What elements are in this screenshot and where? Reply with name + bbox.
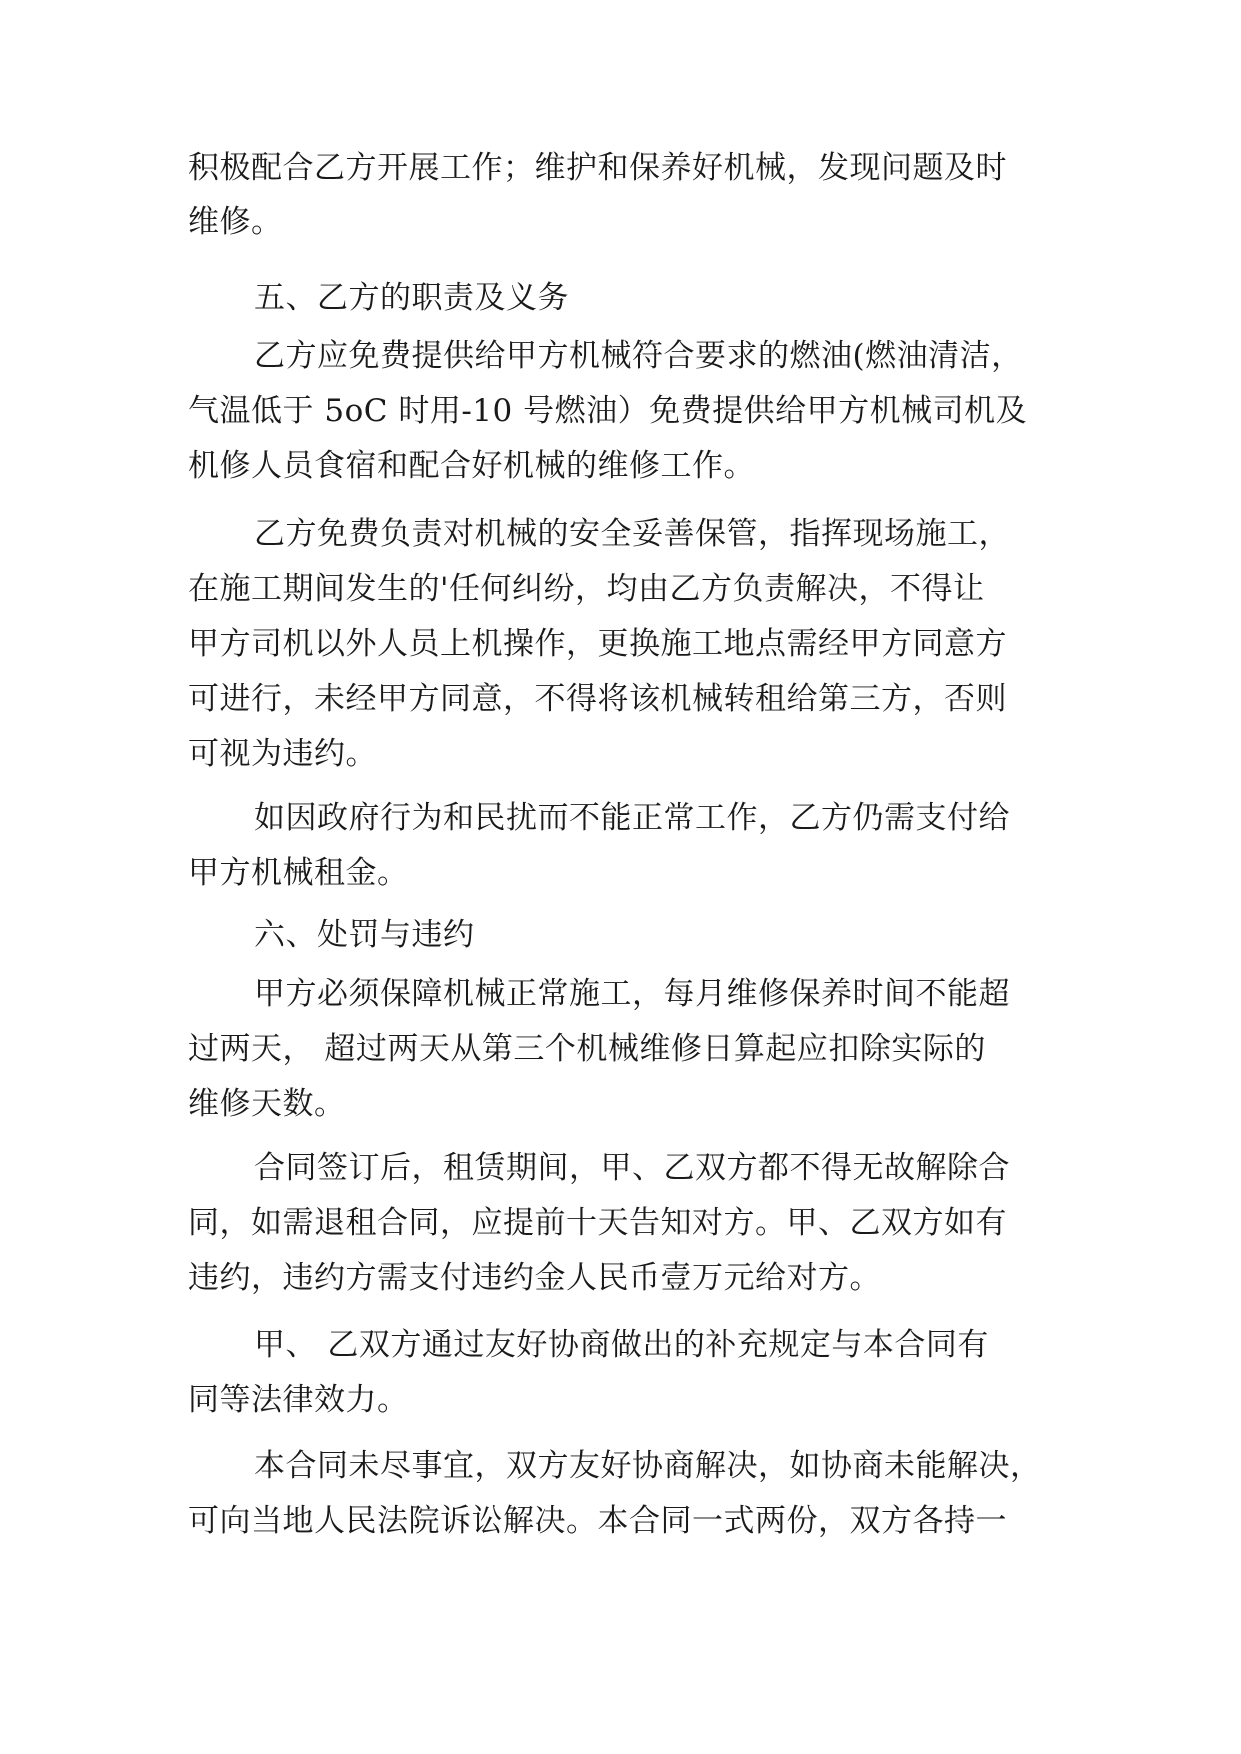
text-line: 在施工期间发生的'任何纠纷，均由乙方负责解决，不得让 bbox=[188, 571, 985, 607]
text-line: 维修。 bbox=[188, 204, 283, 240]
text-line: 本合同未尽事宜，双方友好协商解决，如协商未能解决， bbox=[254, 1448, 1042, 1484]
text-line: 机修人员食宿和配合好机械的维修工作。 bbox=[188, 448, 755, 484]
text-line: 违约，违约方需支付违约金人民币壹万元给对方。 bbox=[188, 1260, 881, 1296]
text-line: 甲方司机以外人员上机操作，更换施工地点需经甲方同意方 bbox=[188, 626, 1007, 662]
text-line: 如因政府行为和民扰而不能正常工作，乙方仍需支付给 bbox=[254, 800, 1010, 836]
text-line: 维修天数。 bbox=[188, 1086, 346, 1122]
section-heading: 六、处罚与违约 bbox=[254, 917, 475, 953]
text-line: 甲方机械租金。 bbox=[188, 855, 409, 891]
text-line: 乙方免费负责对机械的安全妥善保管，指挥现场施工， bbox=[254, 516, 1010, 552]
text-line: 气温低于 5oC 时用-10 号燃油）免费提供给甲方机械司机及 bbox=[188, 393, 1028, 429]
text-line: 过两天， 超过两天从第三个机械维修日算起应扣除实际的 bbox=[188, 1031, 986, 1067]
text-line: 合同签订后，租赁期间，甲、乙双方都不得无故解除合 bbox=[254, 1150, 1010, 1186]
text-line: 可进行，未经甲方同意，不得将该机械转租给第三方，否则 bbox=[188, 681, 1007, 717]
text-line: 同，如需退租合同，应提前十天告知对方。甲、乙双方如有 bbox=[188, 1205, 1007, 1241]
text-line: 同等法律效力。 bbox=[188, 1382, 409, 1418]
section-heading: 五、乙方的职责及义务 bbox=[254, 280, 569, 316]
text-line: 可视为违约。 bbox=[188, 736, 377, 772]
text-line: 积极配合乙方开展工作；维护和保养好机械，发现问题及时 bbox=[188, 150, 1007, 186]
text-line: 可向当地人民法院诉讼解决。本合同一式两份，双方各持一 bbox=[188, 1503, 1007, 1539]
text-line: 乙方应免费提供给甲方机械符合要求的燃油(燃油清洁， bbox=[254, 338, 1023, 374]
text-line: 甲、 乙双方通过友好协商做出的补充规定与本合同有 bbox=[254, 1327, 989, 1363]
text-line: 甲方必须保障机械正常施工，每月维修保养时间不能超 bbox=[254, 976, 1010, 1012]
